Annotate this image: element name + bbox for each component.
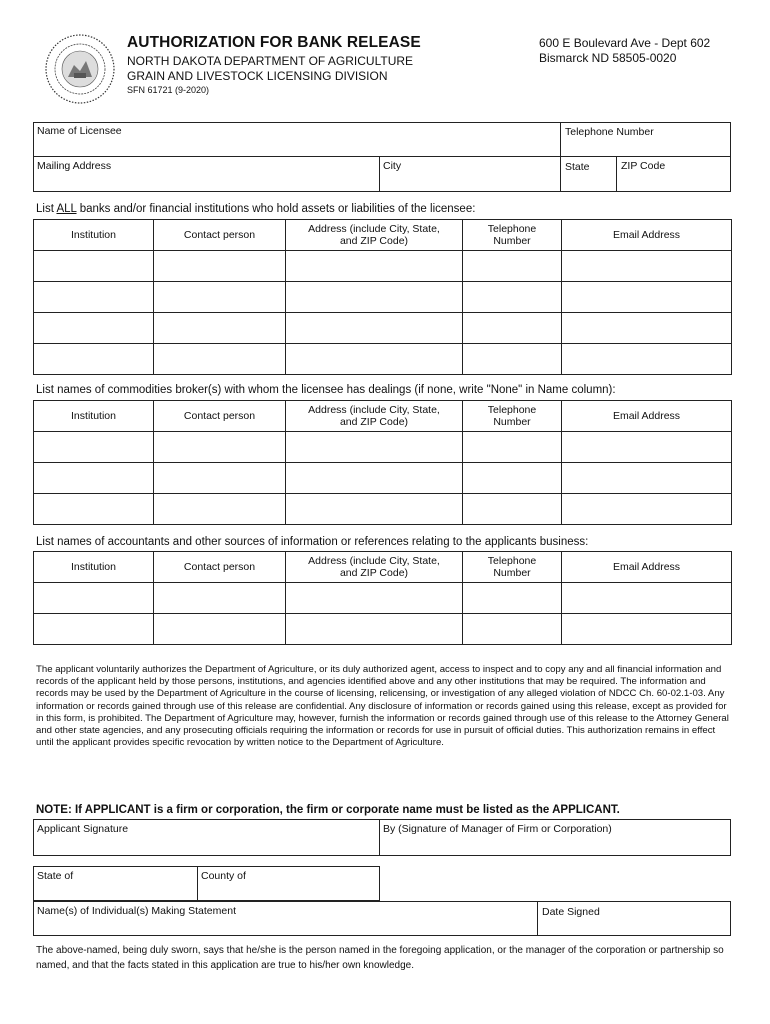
table-row[interactable]	[34, 251, 732, 282]
table-header-row	[34, 552, 732, 583]
divider	[537, 901, 538, 936]
applicant-note: NOTE: If APPLICANT is a firm or corporation, the firm or corporate name must be listed as the APPLICANT.	[36, 804, 620, 816]
banks-table	[33, 219, 732, 375]
individual-names-field[interactable]: Name(s) of Individual(s) Making Statement	[37, 905, 236, 917]
signature-box	[33, 819, 731, 856]
column-header: Address (include City, State, and ZIP Code)	[286, 552, 463, 583]
brokers-table	[33, 400, 732, 525]
division-name: GRAIN AND LIVESTOCK LICENSING DIVISION	[127, 69, 388, 83]
city-field[interactable]: City	[383, 160, 402, 172]
column-header: Telephone Number	[463, 220, 562, 251]
table-row[interactable]	[34, 344, 732, 375]
table-row[interactable]	[34, 282, 732, 313]
column-header: Institution	[34, 220, 154, 251]
name-of-licensee-field[interactable]: Name of Licensee	[37, 125, 122, 137]
column-header: Institution	[34, 552, 154, 583]
divider	[616, 156, 617, 192]
table-row[interactable]	[34, 583, 732, 614]
column-header: Institution	[34, 401, 154, 432]
column-header: Email Address	[562, 552, 732, 583]
column-header: Address (include City, State, and ZIP Code)	[286, 220, 463, 251]
column-header: Email Address	[562, 401, 732, 432]
brokers-heading: List names of commodities broker(s) with whom the licensee has dealings (if none, write "None" in Name column):	[36, 384, 616, 396]
address-line-2: Bismarck ND 58505-0020	[539, 51, 677, 65]
column-header: Contact person	[154, 401, 286, 432]
accountants-table	[33, 551, 732, 645]
form-title: AUTHORIZATION FOR BANK RELEASE	[127, 34, 421, 51]
divider	[560, 122, 561, 192]
telephone-number-field[interactable]: Telephone Number	[565, 126, 654, 138]
table-row[interactable]	[34, 313, 732, 344]
state-field[interactable]: State	[565, 161, 590, 173]
divider	[379, 819, 380, 856]
manager-signature-field[interactable]: By (Signature of Manager of Firm or Corporation)	[383, 823, 612, 835]
banks-heading: List ALL banks and/or financial institutions who hold assets or liabilities of the licensee:	[36, 203, 476, 215]
authorization-text: The applicant voluntarily authorizes the Department of Agriculture, or its duly authorized agent, access to inspect and to copy any and all financial information and records of the applicant held by those persons, institutions, and agencies identified above and any other institutions that may be required. The information and records may be used by the Department of Agriculture in the course of licensing, relicensing, or investigation of any alleged violation of NDCC Ch. 60-02.1-03. Any information or records gained through use of this release are confidential. Any disclosure of information or records gained using this release, except as provided for in this form, is prohibited. The Department of Agriculture may, however, furnish the information or records gained through use of this release to the Attorney General and other state agencies, and any prosecuting officials requiring the information or records for use in pursuit of official duties. This authorization remains in effect until the applicant provides specific revocation by written notice to the Department of Agriculture.	[36, 664, 729, 749]
oath-text: The above-named, being duly sworn, says that he/she is the person named in the foregoing application, or the manager of the corporation or partnership so named, and that the facts stated in this application are true to his/her own knowledge.	[36, 945, 724, 971]
zip-code-field[interactable]: ZIP Code	[621, 160, 666, 172]
column-header: Contact person	[154, 220, 286, 251]
column-header: Email Address	[562, 220, 732, 251]
applicant-signature-field[interactable]: Applicant Signature	[37, 823, 129, 835]
divider	[379, 156, 380, 192]
divider	[33, 156, 731, 157]
column-header: Contact person	[154, 552, 286, 583]
table-row[interactable]	[34, 463, 732, 494]
column-header: Telephone Number	[463, 552, 562, 583]
column-header: Address (include City, State, and ZIP Code)	[286, 401, 463, 432]
form-number: SFN 61721 (9-2020)	[127, 85, 210, 95]
address-line-1: 600 E Boulevard Ave - Dept 602	[539, 36, 711, 50]
date-signed-field[interactable]: Date Signed	[542, 906, 600, 918]
divider	[197, 866, 198, 901]
accountants-heading: List names of accountants and other sources of information or references relating to the applicants business:	[36, 536, 589, 548]
table-row[interactable]	[34, 432, 732, 463]
county-of-field[interactable]: County of	[201, 870, 246, 882]
state-seal-logo	[44, 33, 116, 105]
column-header: Telephone Number	[463, 401, 562, 432]
table-row[interactable]	[34, 494, 732, 525]
mailing-address-field[interactable]: Mailing Address	[37, 160, 112, 172]
table-header-row	[34, 401, 732, 432]
table-row[interactable]	[34, 614, 732, 645]
table-header-row	[34, 220, 732, 251]
department-name: NORTH DAKOTA DEPARTMENT OF AGRICULTURE	[127, 54, 414, 68]
state-of-field[interactable]: State of	[37, 870, 74, 882]
